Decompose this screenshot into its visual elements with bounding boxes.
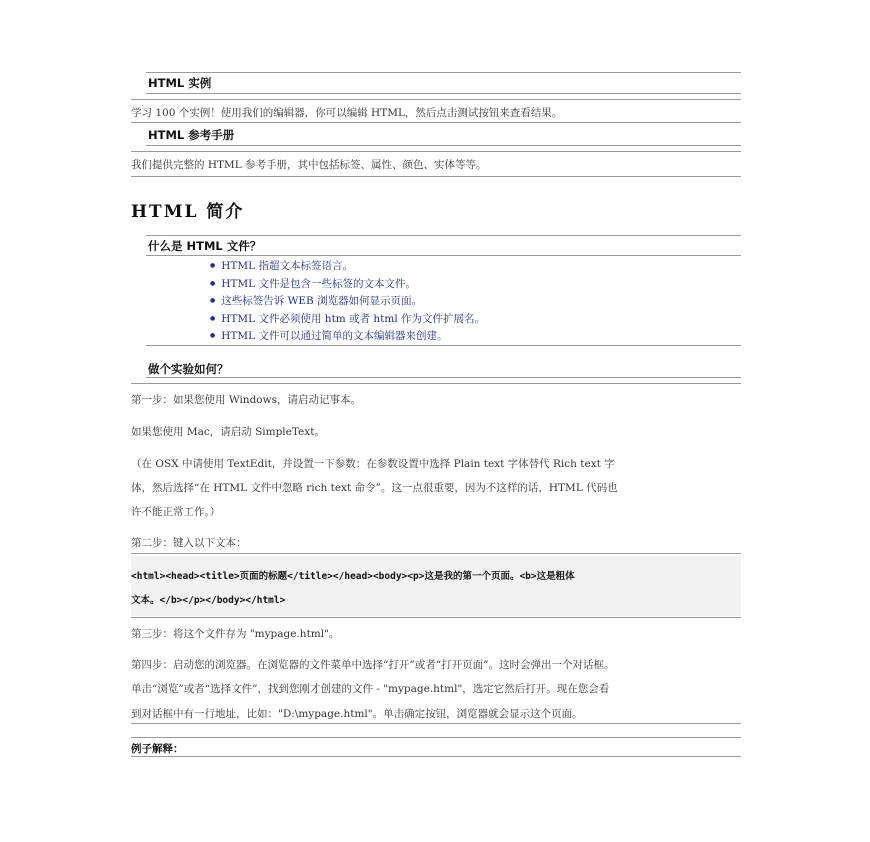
divider: [131, 723, 741, 724]
divider: [146, 145, 741, 146]
divider: [131, 553, 741, 554]
divider: [146, 235, 741, 236]
divider: [146, 377, 741, 378]
divider: [146, 345, 741, 346]
list-item: ● HTML 指超文本标签语言。: [210, 257, 485, 275]
mac-note: 如果您使用 Mac，请启动 SimpleText。: [131, 426, 325, 438]
divider: [131, 737, 741, 738]
divider: [131, 176, 741, 177]
step-four-line: 单击“浏览”或者“选择文件”，找到您刚才创建的文件 - "mypage.html"，选定它然后打开。现在您会看: [131, 683, 610, 695]
code-block: [131, 556, 741, 616]
step-two: 第二步：键入以下文本：: [131, 537, 247, 549]
list-item: ● HTML 文件必须使用 htm 或者 html 作为文件扩展名。: [210, 310, 485, 328]
divider: [131, 122, 741, 123]
list-item: ● HTML 文件是包含一些标签的文本文件。: [210, 275, 485, 293]
step-four-line: 第四步：启动您的浏览器。在浏览器的文件菜单中选择“打开”或者“打开页面”。这时会弹出一个对话框。: [131, 659, 615, 671]
divider: [131, 617, 741, 618]
osx-note-line: （在 OSX 中请使用 TextEdit，并设置一下参数：在参数设置中选择 Plain text 字体替代 Rich text 字: [131, 458, 615, 470]
step-one: 第一步：如果您使用 Windows，请启动记事本。: [131, 394, 361, 406]
explanation-heading: 例子解释：: [131, 743, 184, 755]
page-title: HTML 简介: [131, 202, 245, 222]
examples-text: 学习 100 个实例！使用我们的编辑器，你可以编辑 HTML，然后点击测试按钮来查看结果。: [131, 107, 563, 119]
examples-heading: HTML 实例: [148, 76, 212, 90]
list-item: ● 这些标签告诉 WEB 浏览器如何显示页面。: [210, 292, 485, 310]
code-line: <html><head><title>页面的标题</title></head><body><p>这是我的第一个页面。<b>这是粗体: [131, 571, 575, 582]
divider: [131, 383, 741, 384]
osx-note-line: 许不能正常工作。）: [131, 506, 221, 518]
reference-text: 我们提供完整的 HTML 参考手册，其中包括标签、属性、颜色、实体等等。: [131, 159, 487, 171]
divider: [131, 756, 741, 757]
osx-note-line: 体，然后选择“在 HTML 文件中忽略 rich text 命令”。这一点很重要，因为不这样的话，HTML 代码也: [131, 482, 618, 494]
divider: [131, 99, 741, 100]
step-three: 第三步：将这个文件存为 "mypage.html"。: [131, 628, 340, 640]
divider: [146, 72, 741, 73]
try-it-heading: 做个实验如何？: [148, 362, 229, 376]
divider: [131, 151, 741, 152]
definition-list: [210, 257, 485, 345]
reference-heading: HTML 参考手册: [148, 128, 235, 142]
what-is-heading: 什么是 HTML 文件？: [148, 239, 262, 253]
divider: [146, 93, 741, 94]
step-four-line: 到对话框中有一行地址，比如："D:\mypage.html"。单击确定按钮，浏览器就会显示这个页面。: [131, 708, 583, 720]
divider: [146, 255, 741, 256]
code-line: 文本。</b></p></body></html>: [131, 595, 286, 606]
list-item: ● HTML 文件可以通过简单的文本编辑器来创建。: [210, 327, 485, 345]
